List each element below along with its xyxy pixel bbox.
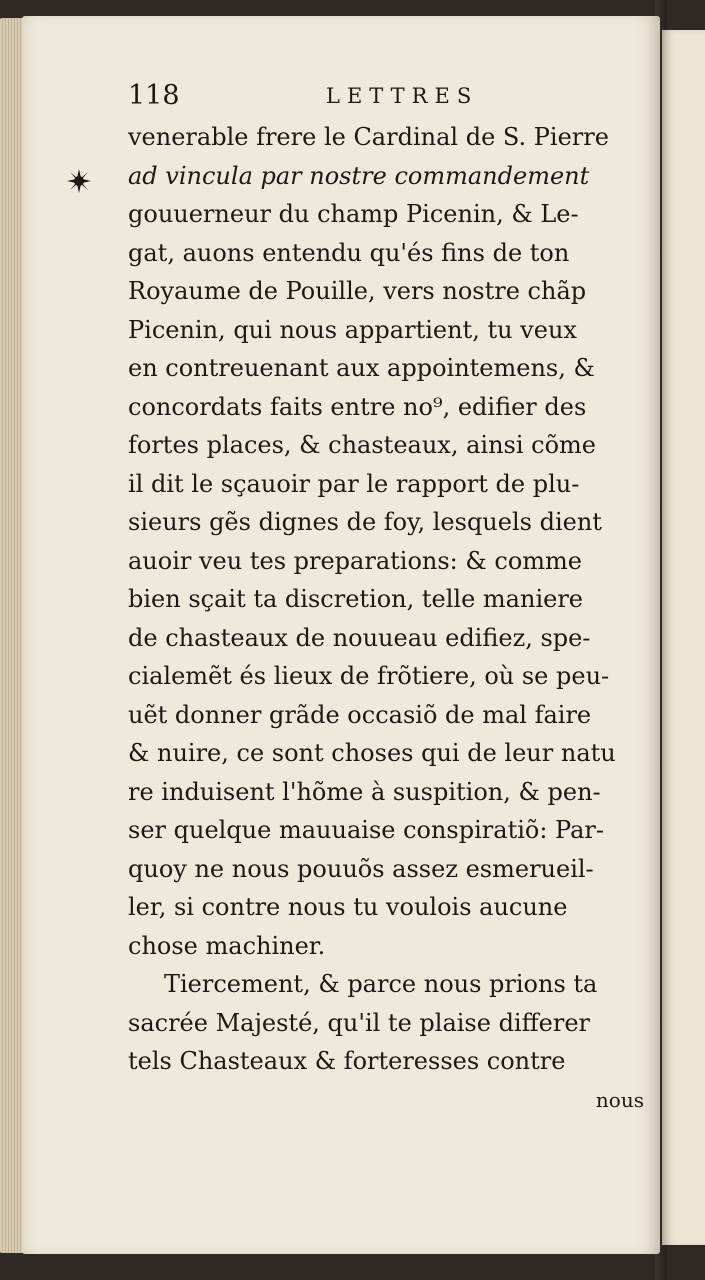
text-line: chose machiner. (128, 931, 326, 960)
text-line: fortes places, & chasteaux, ainsi cõme (128, 431, 596, 459)
text-line: sacrée Majesté, qu'il te plaise differer (128, 1008, 591, 1037)
star-ornament-icon (64, 166, 94, 196)
text-line: ad vincula par nostre commandement (128, 161, 590, 190)
text-line: Tiercement, & parce nous prions ta (164, 970, 598, 998)
text-line: de chasteaux de nouueau edifiez, spe- (128, 623, 591, 652)
text-line: gat, auons entendu qu'és fins de ton (128, 238, 570, 267)
text-line: il dit le sçauoir par le rapport de plu- (128, 469, 580, 498)
text-line: sieurs gẽs dignes de foy, lesquels dient (128, 508, 602, 536)
text-line: Picenin, qui nous appartient, tu veux (128, 315, 577, 344)
text-line: ler, si contre nous tu voulois aucune (128, 893, 568, 921)
text-line: quoy ne nous pouuõs assez esmerueil- (128, 854, 594, 883)
text-line: cialemẽt és lieux de frõtiere, où se peu- (128, 662, 610, 690)
text-line: en contreuenant aux appointemens, & (128, 354, 595, 382)
text-line: venerable frere le Cardinal de S. Pierre (128, 123, 609, 151)
text-line: gouuerneur du champ Picenin, & Le- (128, 200, 579, 228)
header-title: LETTRES (326, 84, 479, 108)
running-head (128, 74, 648, 118)
text-line: ser quelque mauuaise conspiratiõ: Par- (128, 816, 605, 844)
catchword-row (128, 1081, 648, 1119)
text-line: uẽt donner grãde occasiõ de mal faire (128, 700, 592, 729)
text-line: concordats faits entre no⁹, edifier des (128, 392, 587, 421)
text-line: auoir veu tes preparations: & comme (128, 546, 582, 575)
text-line: Royaume de Pouille, vers nostre chãp (128, 277, 587, 305)
page-number: 118 (128, 80, 180, 111)
text-line: bien sçait ta discretion, telle maniere (128, 585, 583, 613)
text-line: & nuire, ce sont choses qui de leur natu (128, 739, 616, 767)
facing-page-edge (662, 30, 705, 1245)
text-line: re induisent l'hõme à suspition, & pen- (128, 777, 601, 806)
catchword: nous (595, 1087, 644, 1112)
page-text (128, 74, 648, 1119)
text-line: tels Chasteaux & forteresses contre (128, 1047, 566, 1075)
